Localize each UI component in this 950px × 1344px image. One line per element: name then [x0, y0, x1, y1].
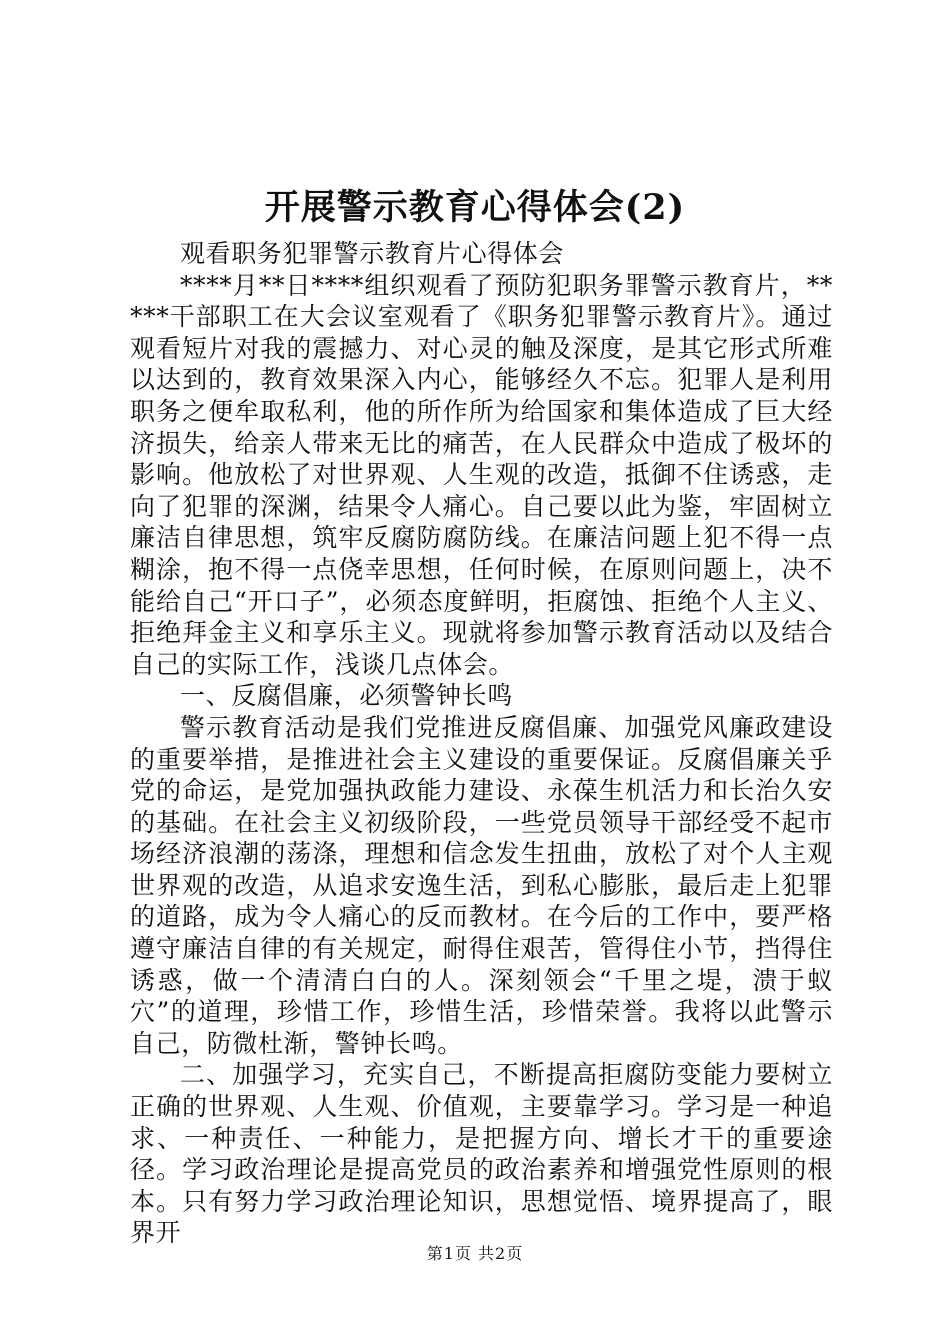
document-body — [130, 238, 833, 1249]
subtitle-paragraph: 观看职务犯罪警示教育片心得体会 — [180, 239, 565, 268]
section-paragraph-2: 二、加强学习，充实自己，不断提高拒腐防变能力要树立正确的世界观、人生观、价值观，主要靠学习。学习是一种追求、一种责任、一种能力，是把握方向、增长才干的重要途径。学习政治理论是提高党员的政治素养和增强党性原则的根本。只有努力学习政治理论知识，思想觉悟、境界提高了，眼界开 — [130, 1060, 833, 1248]
section-heading-1: 一、反腐倡廉，必须警钟长鸣 — [180, 681, 513, 711]
intro-paragraph: ****月**日****组织观看了预防犯职务罪警示教育片，*****干部职工在大会议室观看了《职务犯罪警示教育片》。通过观看短片对我的震撼力、对心灵的触及深度，是其它形式所难以达到的，教育效果深入内心，能够经久不忘。犯罪人是利用职务之便牟取私利，他的所作所为给国家和集体造成了巨大经济损失，给亲人带来无比的痛苦，在人民群众中造成了极坏的影响。他放松了对世界观、人生观的改造，抵御不住诱惑，走向了犯罪的深渊，结果令人痛心。自己要以此为鉴，牢固树立廉洁自律思想，筑牢反腐防腐防线。在廉洁问题上犯不得一点糊涂，抱不得一点侥幸思想，任何时候，在原则问题上，决不能给自己“开口子”，必须态度鲜明，拒腐蚀、拒绝个人主义、拒绝拜金主义和享乐主义。现就将参加警示教育活动以及结合自己的实际工作，浅谈几点体会。 — [130, 270, 833, 679]
document-title: 开展警示教育心得体会(2) — [264, 187, 686, 228]
page-number-footer: 第1页 共2页 — [426, 1244, 524, 1263]
section-paragraph-1: 警示教育活动是我们党推进反腐倡廉、加强党风廉政建设的重要举措，是推进社会主义建设的重要保证。反腐倡廉关乎党的命运，是党加强执政能力建设、永葆生机活力和长治久安的基础。在社会主义初级阶段，一些党员领导干部经受不起市场经济浪潮的荡涤，理想和信念发生扭曲，放松了对个人主观世界观的改造，从追求安逸生活，到私心膨胀，最后走上犯罪的道路，成为令人痛心的反而教材。在今后的工作中，要严格遵守廉洁自律的有关规定，耐得住艰苦，管得住小节，挡得住诱惑，做一个清清白白的人。深刻领会“千里之堤，溃于蚁穴”的道理，珍惜工作，珍惜生活，珍惜荣誉。我将以此警示自己，防微杜渐，警钟长鸣。 — [130, 712, 833, 1058]
